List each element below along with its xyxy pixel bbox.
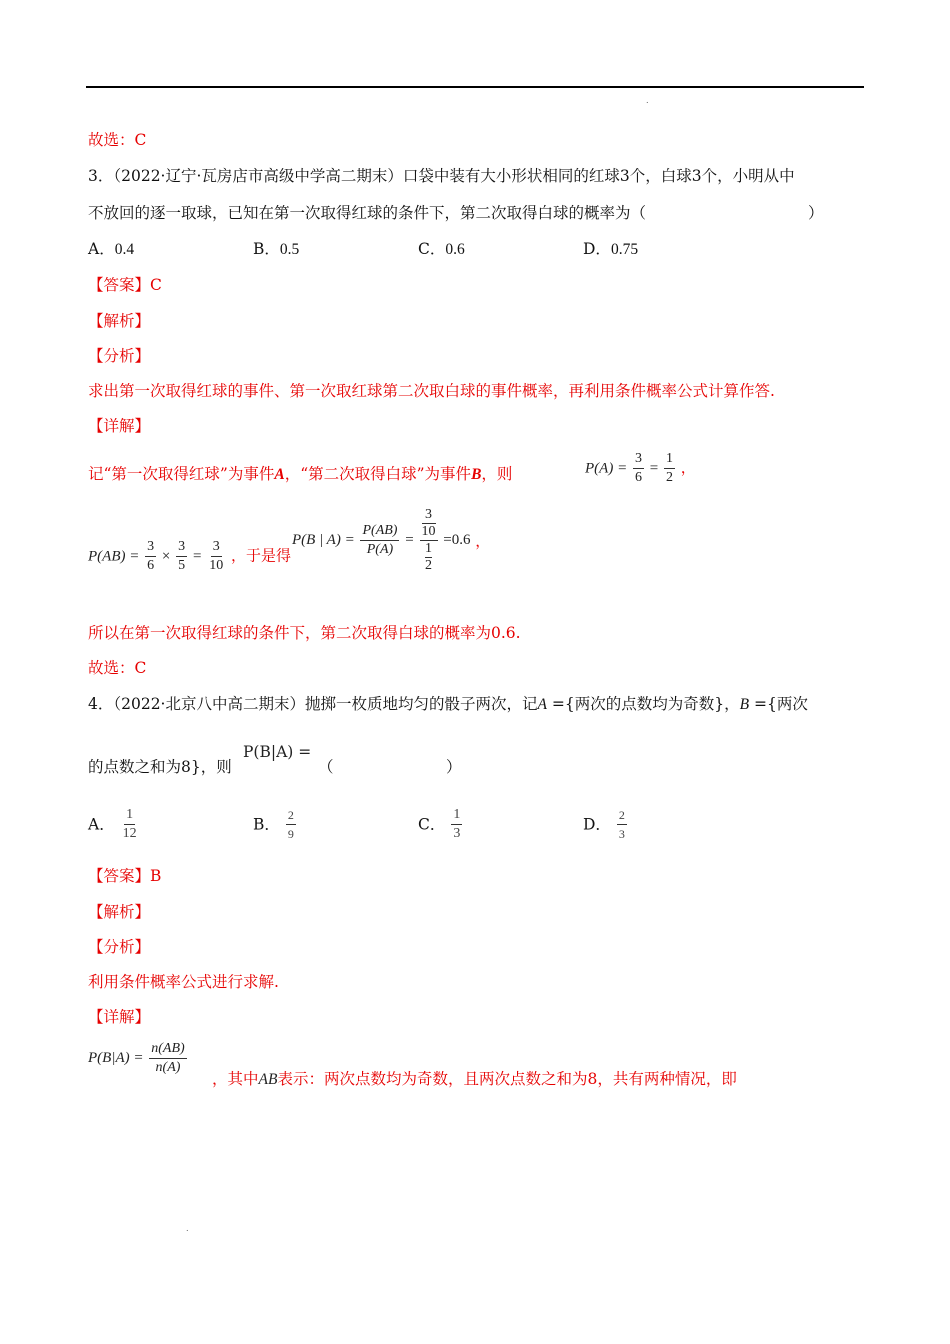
q3-choice: 故选：C [88, 659, 147, 677]
header-dot: . [646, 96, 649, 105]
q4-option-c: C． $\frac{1}{3}$ [418, 807, 461, 841]
q3-conclusion: 所以在第一次取得红球的条件下，第二次取得白球的概率为0.6. [88, 624, 521, 642]
q3-pa-frac1: $\frac{3}{6}$ [634, 451, 642, 485]
q3-pba-frac: $\frac{P(AB)}{P(A)}$ [362, 523, 398, 557]
q3-detail-heading: 【详解】 [88, 417, 151, 435]
q4-option-a: A． $\frac{1}{12}$ [88, 807, 137, 841]
q3-analysis-heading: 【分析】 [88, 347, 151, 365]
q3-pa-frac2: $\frac{1}{2}$ [666, 451, 673, 485]
q3-pab-frac1: $\frac{3}{6}$ [147, 539, 155, 573]
q4-formula: P(B|A) = $\frac{n(AB)}{n(A)}$ [88, 1041, 185, 1075]
q4-answer: 【答案】B [88, 867, 162, 885]
q3-pba-complex-frac: 3 10 1 2 [421, 507, 436, 573]
q4-stem-paren-close: ） [446, 758, 462, 776]
q4-detail-text: ，其中AB表示：两次点数均为奇数，且两次点数之和为8，共有两种情况，即 [212, 1070, 737, 1088]
q3-stem-line1: 3．（2022·辽宁·瓦房店市高级中学高二期末）口袋中装有大小形状相同的红球3个，白球3个，小明从中 [88, 167, 795, 185]
header-rule [86, 86, 864, 88]
q3-stem-text: 不放回的逐一取球，已知在第一次取得红球的条件下，第二次取得白球的概率为（ [88, 204, 647, 222]
q3-stem-line2 [88, 203, 646, 223]
footer-dot: . [186, 1224, 189, 1233]
prev-choice: 故选：C [88, 131, 147, 149]
q3-pab-formula: P(AB) = $\frac{3}{6}$ × $\frac{3}{5}$ = $\frac{3}{10}$ ，于是得 [88, 539, 291, 573]
q3-pba-formula: P(B | A) = $\frac{P(AB)}{P(A)}$ = 3 10 1 2 =0.6 ， [292, 507, 491, 573]
q3-stem-close: ） [808, 204, 824, 222]
q3-option-c: C．0.6 [418, 240, 465, 258]
q4-formula-frac: $\frac{n(AB)}{n(A)}$ [151, 1041, 185, 1075]
q3-pab-frac2: $\frac{3}{5}$ [178, 539, 186, 573]
q3-pa-formula: P(A) = $\frac{3}{6}$ = $\frac{1}{2}$ ， [585, 451, 696, 485]
q3-option-a: A．0.4 [88, 240, 135, 258]
q4-stem-paren-open: （ [318, 758, 334, 776]
q4-analysis-text: 利用条件概率公式进行求解. [88, 973, 279, 991]
q4-analysis-heading: 【分析】 [88, 938, 151, 956]
q3-option-b: B．0.5 [253, 240, 300, 258]
q4-stem-line1: 4．（2022·北京八中高二期末）抛掷一枚质地均匀的骰子两次，记A ={两次的点数均为奇数}，B ={两次 [88, 695, 808, 713]
q3-answer: 【答案】C [88, 276, 162, 294]
q3-option-d: D．0.75 [583, 240, 639, 258]
q4-explain-heading: 【解析】 [88, 903, 151, 921]
q4-option-d: D． $\frac{2}{3}$ [583, 808, 625, 841]
q4-stem-expr: P(B|A) = [243, 743, 312, 761]
q3-analysis-text: 求出第一次取得红球的事件、第一次取红球第二次取白球的事件概率，再利用条件概率公式计算作答. [88, 382, 775, 400]
q3-explain-heading: 【解析】 [88, 312, 151, 330]
q3-pab-frac3: $\frac{3}{10}$ [209, 539, 224, 573]
q4-stem-line2: 的点数之和为8}，则 [88, 758, 232, 776]
q4-detail-heading: 【详解】 [88, 1008, 151, 1026]
q3-detail-line1: 记“第一次取得红球”为事件A，“第二次取得白球”为事件B，则 [88, 465, 513, 483]
q4-option-b: B． $\frac{2}{9}$ [253, 808, 294, 841]
